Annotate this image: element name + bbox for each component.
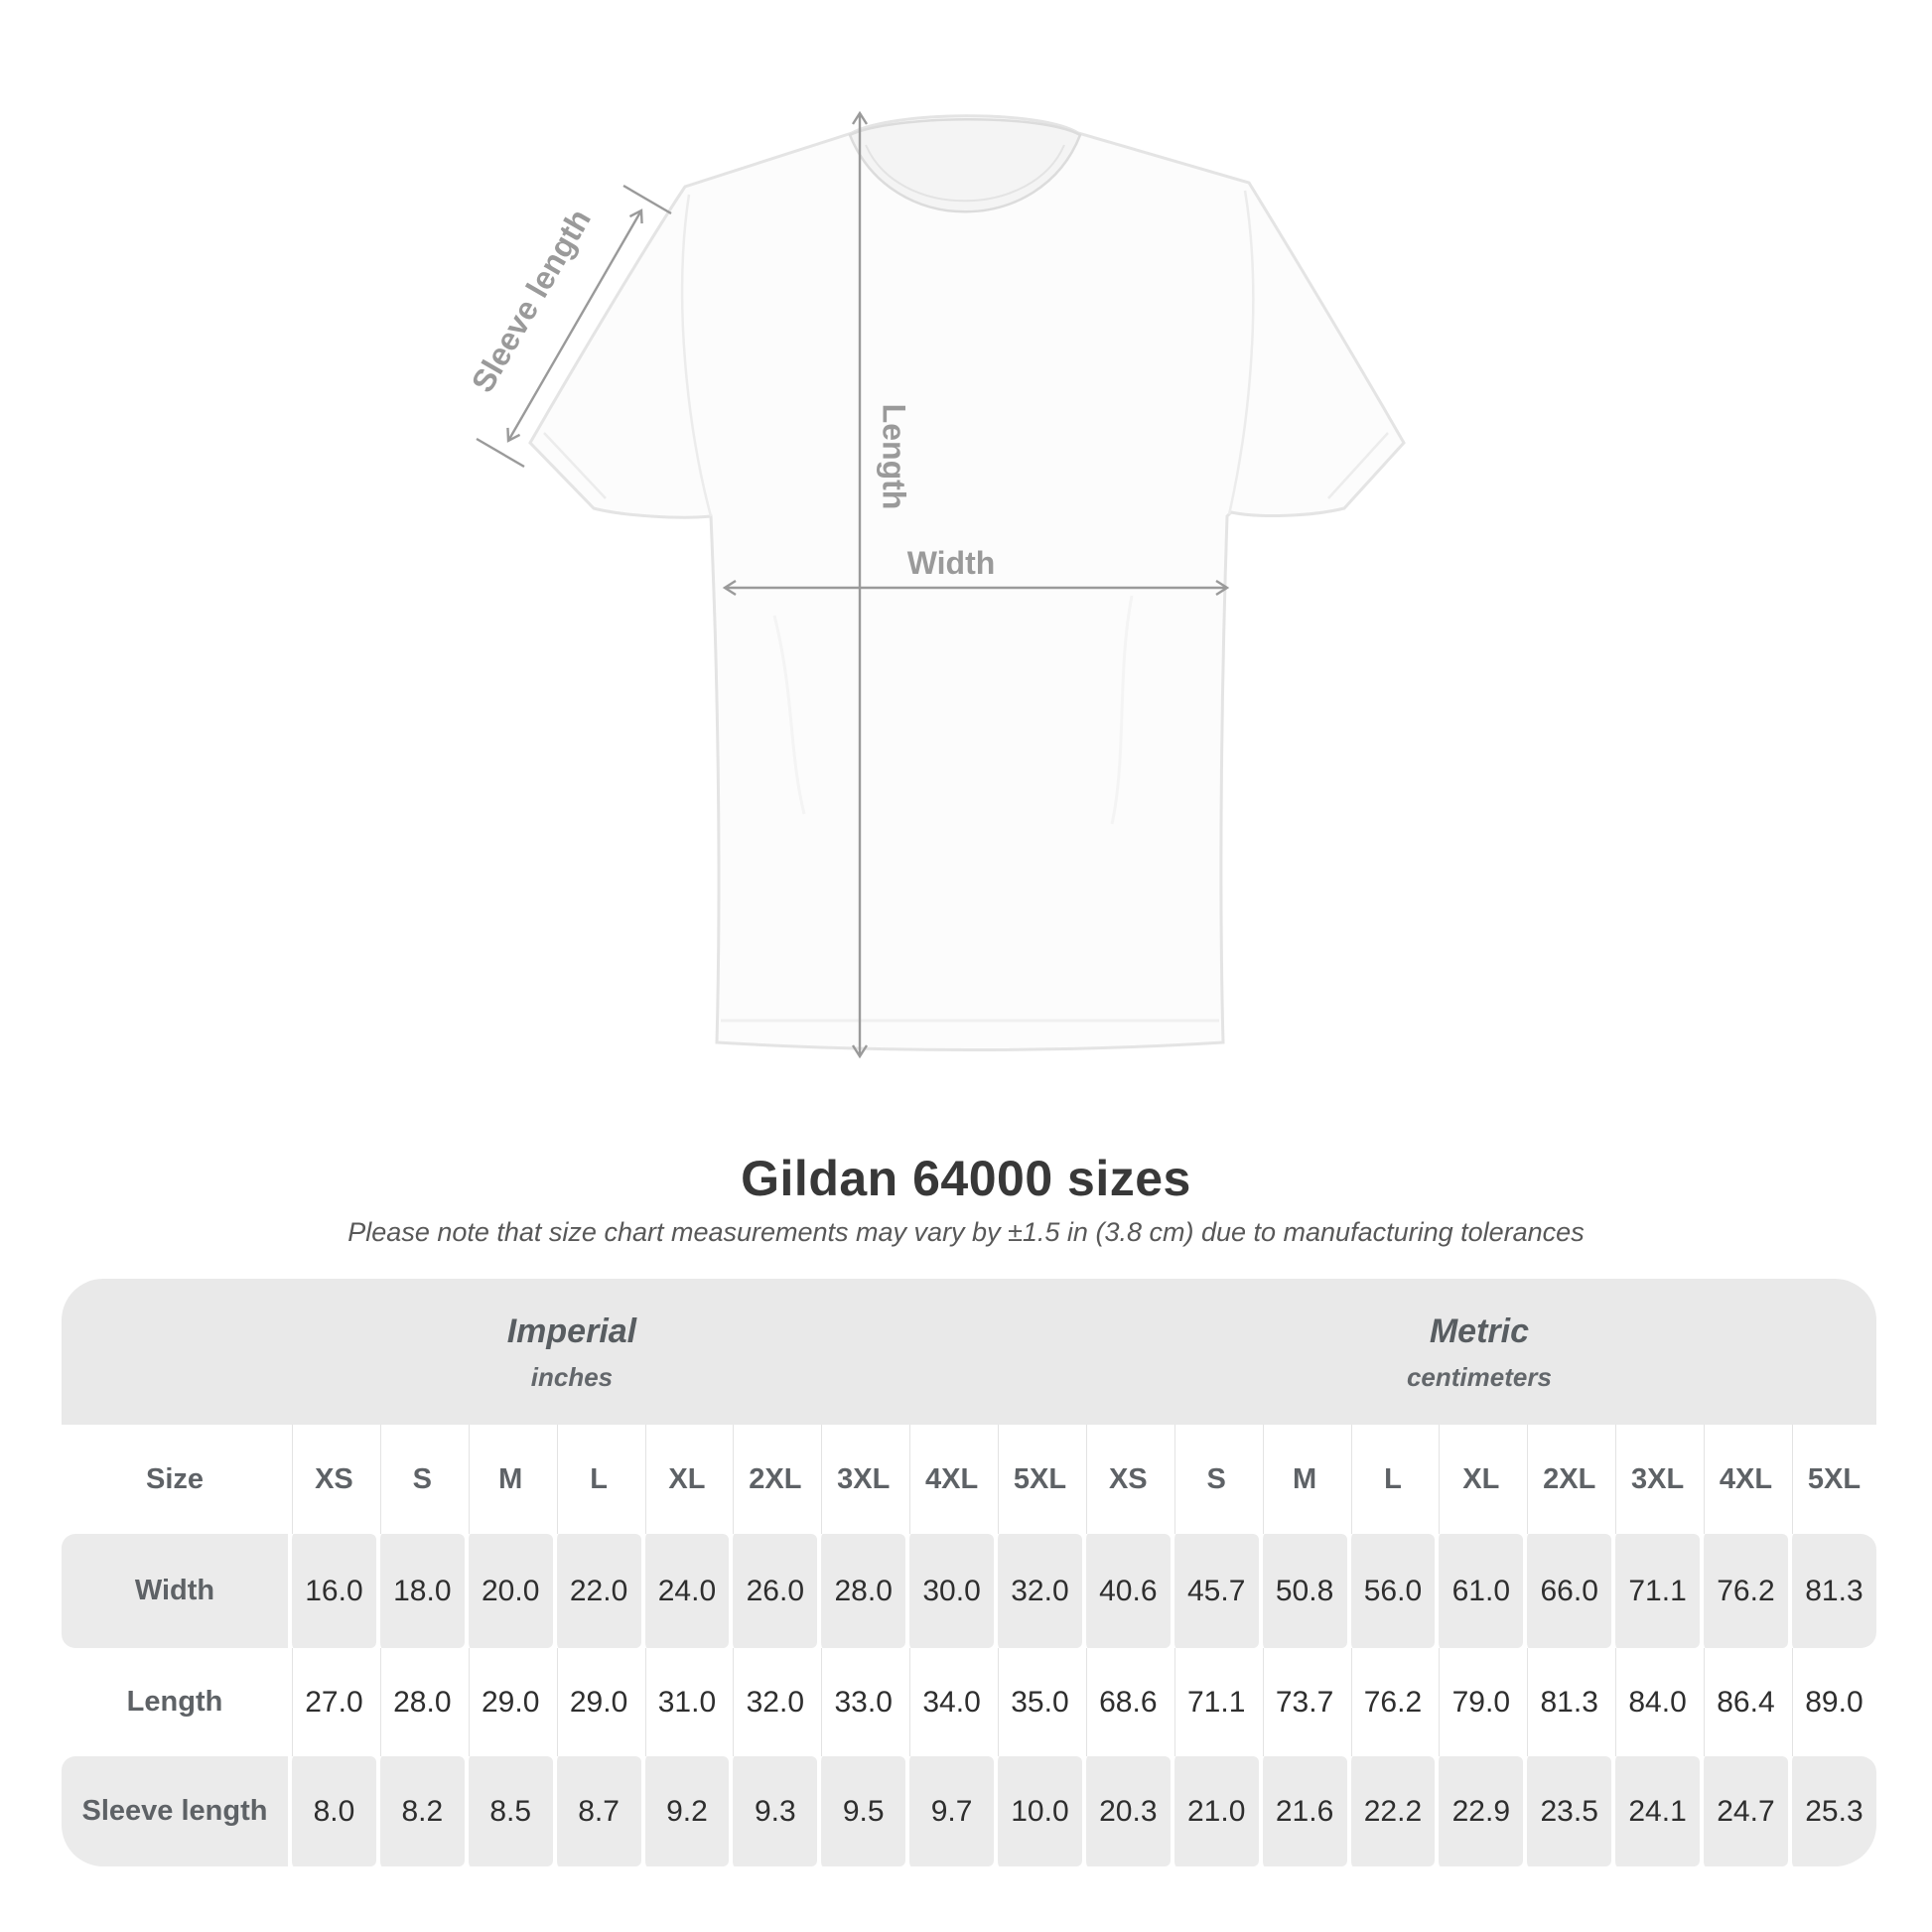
metric-label: Metric [1429, 1311, 1529, 1350]
table-cell: 8.7 [553, 1756, 641, 1866]
size-column-header: XS [288, 1425, 376, 1534]
metric-group-header [1082, 1279, 1876, 1425]
table-cell: 24.7 [1700, 1756, 1788, 1866]
table-cell: 21.6 [1259, 1756, 1347, 1866]
table-cell: 76.2 [1700, 1534, 1788, 1648]
size-column-header: 4XL [905, 1425, 994, 1534]
size-column-header: 3XL [1611, 1425, 1700, 1534]
size-column-header: 5XL [994, 1425, 1082, 1534]
table-cell: 31.0 [641, 1648, 730, 1756]
table-cell: 22.0 [553, 1534, 641, 1648]
table-cell: 10.0 [994, 1756, 1082, 1866]
row-label: Length [62, 1648, 288, 1756]
row-label: Width [62, 1534, 288, 1648]
table-cell: 73.7 [1259, 1648, 1347, 1756]
table-row [62, 1756, 1876, 1866]
table-cell: 8.5 [465, 1756, 553, 1866]
table-cell: 9.5 [817, 1756, 905, 1866]
table-cell: 50.8 [1259, 1534, 1347, 1648]
sleeve-measure-tick-top [623, 186, 671, 213]
table-cell: 9.3 [729, 1756, 817, 1866]
table-cell: 35.0 [994, 1648, 1082, 1756]
row-label: Sleeve length [62, 1756, 288, 1866]
table-cell: 33.0 [817, 1648, 905, 1756]
table-cell: 56.0 [1347, 1534, 1436, 1648]
table-cell: 22.2 [1347, 1756, 1436, 1866]
size-column-header: M [465, 1425, 553, 1534]
size-column-header: XL [1435, 1425, 1523, 1534]
table-cell: 30.0 [905, 1534, 994, 1648]
table-cell: 16.0 [288, 1534, 376, 1648]
size-column-label: Size [62, 1425, 288, 1534]
table-cell: 28.0 [817, 1534, 905, 1648]
length-label: Length [876, 403, 912, 510]
table-cell: 22.9 [1435, 1756, 1523, 1866]
size-column-header: S [376, 1425, 465, 1534]
table-cell: 8.2 [376, 1756, 465, 1866]
table-cell: 84.0 [1611, 1648, 1700, 1756]
table-cell: 21.0 [1171, 1756, 1259, 1866]
unit-header-row [62, 1279, 1876, 1425]
size-header-row [62, 1425, 1876, 1534]
table-cell: 24.1 [1611, 1756, 1700, 1866]
size-column-header: 2XL [729, 1425, 817, 1534]
size-column-header: 5XL [1788, 1425, 1876, 1534]
table-cell: 76.2 [1347, 1648, 1436, 1756]
sleeve-measure-tick-bottom [477, 439, 524, 467]
table-cell: 18.0 [376, 1534, 465, 1648]
width-label: Width [906, 545, 996, 581]
table-cell: 20.3 [1082, 1756, 1171, 1866]
table-cell: 68.6 [1082, 1648, 1171, 1756]
imperial-label: Imperial [506, 1311, 637, 1350]
size-column-header: 4XL [1700, 1425, 1788, 1534]
table-cell: 26.0 [729, 1534, 817, 1648]
size-column-header: XL [641, 1425, 730, 1534]
table-cell: 71.1 [1611, 1534, 1700, 1648]
table-cell: 28.0 [376, 1648, 465, 1756]
size-table [62, 1279, 1876, 1866]
table-row [62, 1648, 1876, 1756]
table-cell: 61.0 [1435, 1534, 1523, 1648]
metric-unit-label: centimeters [1406, 1361, 1552, 1392]
table-cell: 45.7 [1171, 1534, 1259, 1648]
size-column-header: 3XL [817, 1425, 905, 1534]
table-cell: 24.0 [641, 1534, 730, 1648]
table-cell: 89.0 [1788, 1648, 1876, 1756]
table-cell: 9.7 [905, 1756, 994, 1866]
table-cell: 81.3 [1523, 1648, 1611, 1756]
table-cell: 40.6 [1082, 1534, 1171, 1648]
tshirt-graphic [530, 116, 1404, 1050]
table-cell: 32.0 [729, 1648, 817, 1756]
table-cell: 9.2 [641, 1756, 730, 1866]
table-cell: 32.0 [994, 1534, 1082, 1648]
page-title: Gildan 64000 sizes [741, 1151, 1191, 1206]
table-cell: 25.3 [1788, 1756, 1876, 1866]
table-cell: 34.0 [905, 1648, 994, 1756]
size-column-header: L [553, 1425, 641, 1534]
tolerance-note: Please note that size chart measurements may vary by ±1.5 in (3.8 cm) due to manufacturing tolerances [347, 1217, 1585, 1247]
table-cell: 66.0 [1523, 1534, 1611, 1648]
imperial-group-header [62, 1279, 1082, 1425]
size-column-header: S [1171, 1425, 1259, 1534]
table-cell: 27.0 [288, 1648, 376, 1756]
table-cell: 20.0 [465, 1534, 553, 1648]
sleeve-length-label: Sleeve length [464, 203, 598, 399]
table-cell: 79.0 [1435, 1648, 1523, 1756]
table-cell: 29.0 [553, 1648, 641, 1756]
table-cell: 71.1 [1171, 1648, 1259, 1756]
table-cell: 29.0 [465, 1648, 553, 1756]
size-column-header: L [1347, 1425, 1436, 1534]
table-cell: 81.3 [1788, 1534, 1876, 1648]
size-column-header: XS [1082, 1425, 1171, 1534]
size-column-header: M [1259, 1425, 1347, 1534]
table-cell: 23.5 [1523, 1756, 1611, 1866]
table-cell: 8.0 [288, 1756, 376, 1866]
table-cell: 86.4 [1700, 1648, 1788, 1756]
table-row [62, 1534, 1876, 1648]
size-column-header: 2XL [1523, 1425, 1611, 1534]
imperial-unit-label: inches [530, 1361, 614, 1392]
